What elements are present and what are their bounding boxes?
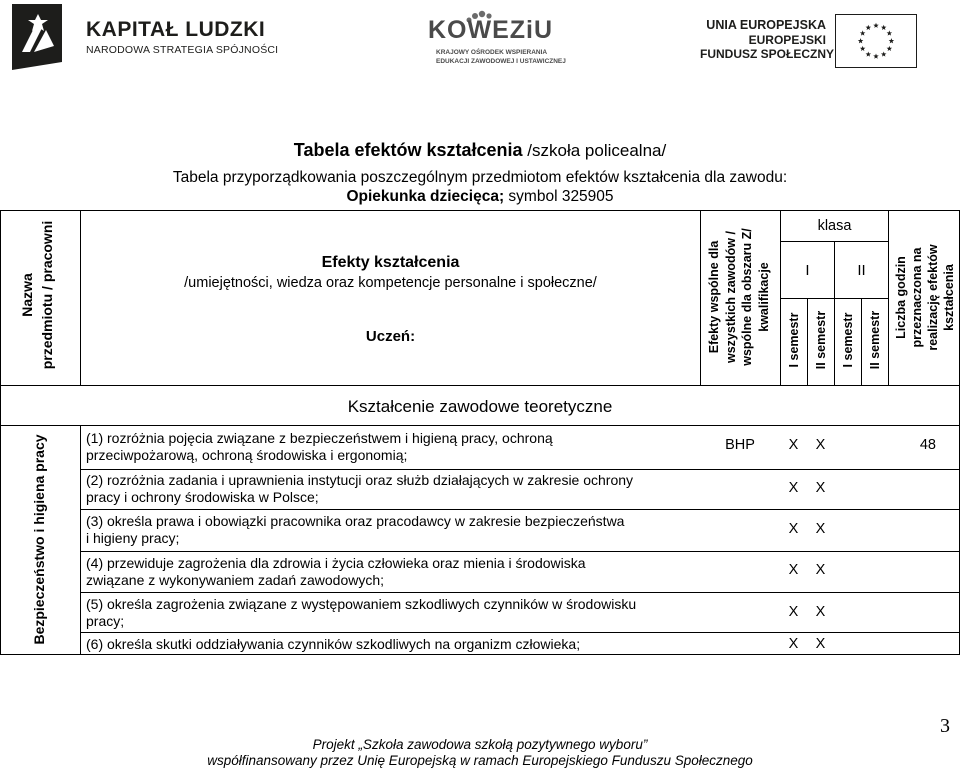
row-5-sem1-mark: X (788, 604, 799, 620)
eu-star-icon (873, 23, 878, 28)
row-4-sem2-mark: X (815, 562, 826, 578)
row-2-line2: pracy i ochrony środowiska w Polsce; (86, 489, 319, 505)
section-title: Kształcenie zawodowe teoretyczne (347, 397, 613, 416)
row-2-sem1-mark: X (788, 480, 799, 496)
row-5-sem2-mark: X (815, 604, 826, 620)
footer-project: Projekt „Szkoła zawodowa szkołą pozytywnego wyboru” (312, 737, 648, 752)
row-3-sem1-mark: X (788, 521, 799, 537)
row-4-line1: (4) przewiduje zagrożenia dla zdrowia i życia człowieka oraz mienia i środowiska (86, 555, 586, 571)
ue-line1: UNIA EUROPEJSKA (706, 18, 826, 32)
header-subject-line1: Nazwa (19, 273, 35, 317)
header-hours-line3: realizację efektów (926, 244, 940, 351)
kapital-ludzki-subtitle: NARODOWA STRATEGIA SPÓJNOŚCI (86, 44, 279, 56)
header-hours (893, 215, 957, 380)
header-common-line4: kwalifikacje (756, 262, 771, 332)
row-1-common-effect: BHP (725, 437, 755, 453)
page-number: 3 (940, 715, 950, 737)
header-common-effects (706, 216, 772, 378)
grid-line (80, 469, 960, 470)
header-semester-3: I semestr (841, 312, 855, 368)
row-4-sem1-mark: X (788, 562, 799, 578)
eu-star-icon (866, 25, 871, 30)
header-class-1: I (805, 262, 810, 279)
grid-line (780, 210, 781, 385)
grid-line (0, 210, 1, 655)
header-klasa: klasa (817, 218, 852, 234)
header-hours-line4: kształcenia (942, 264, 956, 331)
kapital-ludzki-emblem-icon (8, 2, 66, 72)
header-subject-column (17, 210, 57, 380)
footer-cofinancing: współfinansowany przez Unię Europejską w ramach Europejskiego Funduszu Społecznego (207, 753, 753, 768)
grid-line (80, 210, 81, 385)
header-common-line3: wspólne dla obszaru Z/ (740, 228, 754, 366)
header-subject-line2: przedmiotu / pracowni (39, 220, 55, 370)
eu-star-icon (858, 38, 863, 43)
koweziu-subtitle-line2: EDUKACJI ZAWODOWEJ I USTAWICZNEJ (436, 58, 566, 65)
occupation-line (0, 188, 960, 206)
eu-star-icon (887, 46, 892, 51)
kapital-ludzki-title: KAPITAŁ LUDZKI (86, 18, 266, 41)
kapital-ludzki-logo (8, 2, 279, 72)
grid-line (700, 210, 701, 385)
row-6-sem1-mark: X (788, 636, 799, 652)
eu-flag-icon (835, 14, 917, 68)
row-5-line1: (5) określa zagrożenia związane z występowaniem szkodliwych czynników w środowisku (86, 596, 637, 612)
grid-line (0, 385, 960, 386)
grid-line (0, 425, 960, 426)
grid-line (80, 509, 960, 510)
eu-star-icon (860, 46, 865, 51)
koweziu-subtitle (436, 48, 566, 66)
occupation-symbol: symbol 325905 (504, 188, 614, 205)
koweziu-logo (428, 10, 566, 72)
row-3-sem2-mark: X (815, 521, 826, 537)
eu-star-icon (881, 51, 886, 56)
row-2-text (86, 472, 696, 506)
koweziu-subtitle-line1: KRAJOWY OŚRODEK WSPIERANIA (436, 49, 548, 56)
header-effects-subtitle: /umiejętności, wiedza oraz kompetencje personalne i społeczne/ (184, 275, 597, 291)
header-common-line1: Efekty wspólne dla (707, 240, 721, 354)
subject-name: Bezpieczeństwo i higiena pracy (31, 434, 47, 645)
koweziu-name: KOWEZiU (428, 16, 554, 44)
row-4-line2: związane z wykonywaniem zadań zawodowych; (86, 572, 385, 588)
header-semester-2: II semestr (814, 310, 828, 370)
grid-line (80, 551, 960, 552)
row-5-line2: pracy; (86, 613, 125, 629)
eu-star-icon (873, 54, 878, 59)
row-6-line1: (6) określa skutki oddziaływania czynników szkodliwych na organizm człowieka; (86, 636, 581, 652)
document-title-main: Tabela efektów kształcenia (293, 140, 523, 160)
document-subtitle: Tabela przyporządkowania poszczególnym przedmiotom efektów kształcenia dla zawodu: (172, 169, 788, 186)
eu-star-icon (866, 51, 871, 56)
row-1-sem1-mark: X (788, 437, 799, 453)
eu-star-icon (881, 25, 886, 30)
grid-line (861, 298, 862, 385)
row-1-line1: (1) rozróżnia pojęcia związane z bezpieczeństwem i higieną pracy, ochroną (86, 430, 553, 446)
row-3-text (86, 513, 696, 547)
row-3-line1: (3) określa prawa i obowiązki pracownika oraz pracodawcy w zakresie bezpieczeństwa (86, 513, 625, 529)
row-1-sem2-mark: X (815, 437, 826, 453)
header-hours-line1: Liczba godzin (894, 256, 908, 339)
row-6-sem2-mark: X (815, 636, 826, 652)
ue-line3: FUNDUSZ SPOŁECZNY (700, 47, 835, 61)
row-4-text (86, 555, 696, 589)
document-title-rest: /szkoła policealna/ (522, 141, 667, 160)
header-semester-4: II semestr (868, 310, 882, 370)
eu-star-icon (889, 38, 894, 43)
header-common-line2: wszystkich zawodów / (723, 231, 738, 363)
grid-line (80, 592, 960, 593)
document-title (0, 140, 960, 161)
eu-star-icon (860, 30, 865, 35)
occupation-name: Opiekunka dziecięca; (346, 188, 505, 205)
row-1-hours: 48 (919, 437, 936, 453)
row-2-sem2-mark: X (815, 480, 826, 496)
header-semester-1: I semestr (787, 312, 801, 368)
row-3-line2: i higieny pracy; (86, 530, 180, 546)
ue-logo-text (700, 18, 835, 61)
grid-line (0, 654, 960, 655)
row-1-text (86, 430, 696, 464)
grid-line (807, 298, 808, 385)
row-6-text (86, 636, 696, 653)
ue-line2: EUROPEJSKI (748, 33, 826, 47)
row-1-line2: przeciwpożarową, ochroną środowiska i ergonomią; (86, 447, 408, 463)
ue-logo (700, 14, 955, 74)
row-5-text (86, 596, 696, 630)
row-2-line1: (2) rozróżnia zadania i uprawnienia instytucji oraz służb działających w zakresie ochrony (86, 472, 634, 488)
grid-line (80, 425, 81, 655)
header-hours-line2: przeznaczona na (910, 247, 924, 348)
header-effects-title: Efekty kształcenia (321, 254, 460, 271)
grid-line (0, 210, 960, 211)
header-student: Uczeń: (365, 328, 416, 345)
grid-line (80, 632, 960, 633)
eu-star-icon (887, 30, 892, 35)
header-class-2: II (857, 262, 866, 279)
grid-line (888, 210, 889, 385)
